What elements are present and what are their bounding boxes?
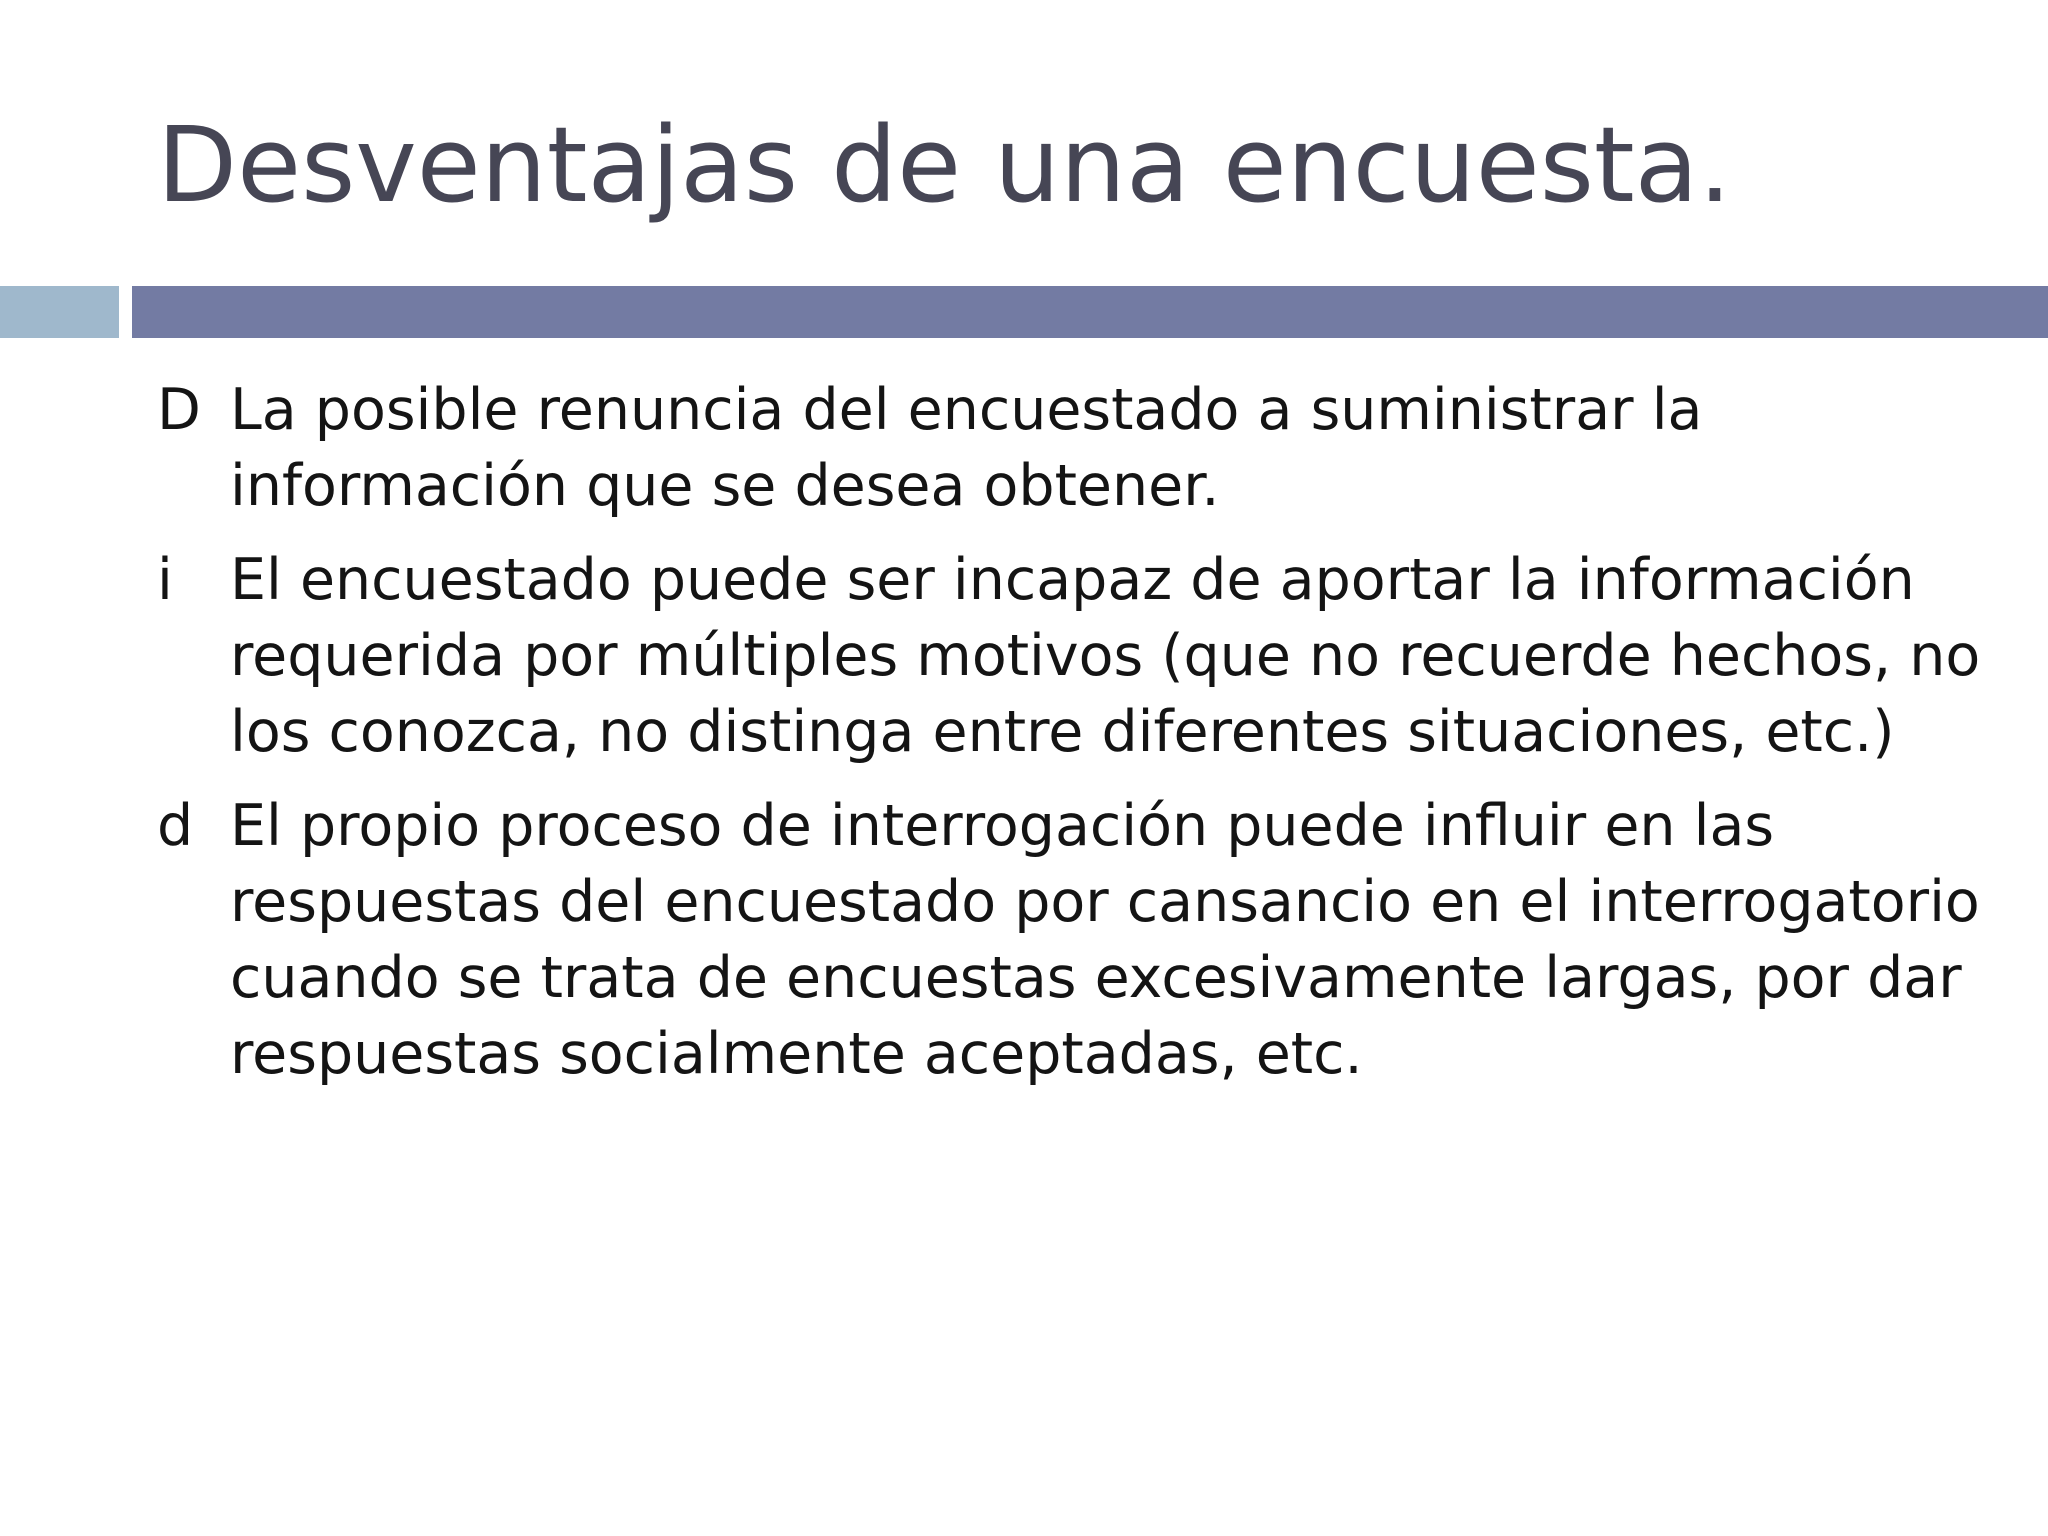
bullet-text: El propio proceso de interrogación puede influir en las respuestas del encuestado por cansancio en el interrogatorio cuando se trata de encuestas excesivamente largas, por dar respuestas socialmente aceptadas, etc. bbox=[230, 793, 1980, 1087]
accent-bar-main bbox=[132, 286, 2048, 338]
accent-bar-left bbox=[0, 286, 119, 338]
bullet-glyph: i bbox=[157, 547, 173, 613]
bullet-glyph: d bbox=[157, 793, 194, 859]
slide-title: Desventajas de una encuesta. bbox=[157, 104, 1732, 226]
bullet-text: La posible renuncia del encuestado a suministrar la información que se desea obtener. bbox=[230, 377, 1703, 519]
bullet-glyph: D bbox=[157, 377, 201, 443]
bullet-text: El encuestado puede ser incapaz de aportar la información requerida por múltiples motivos (que no recuerde hechos, no los conozca, no distinga entre diferentes situaciones, etc.) bbox=[230, 547, 1981, 765]
bullet-list bbox=[157, 372, 1997, 1110]
bullet-item bbox=[157, 788, 1997, 1092]
bullet-item bbox=[157, 542, 1997, 770]
bullet-item bbox=[157, 372, 1997, 524]
